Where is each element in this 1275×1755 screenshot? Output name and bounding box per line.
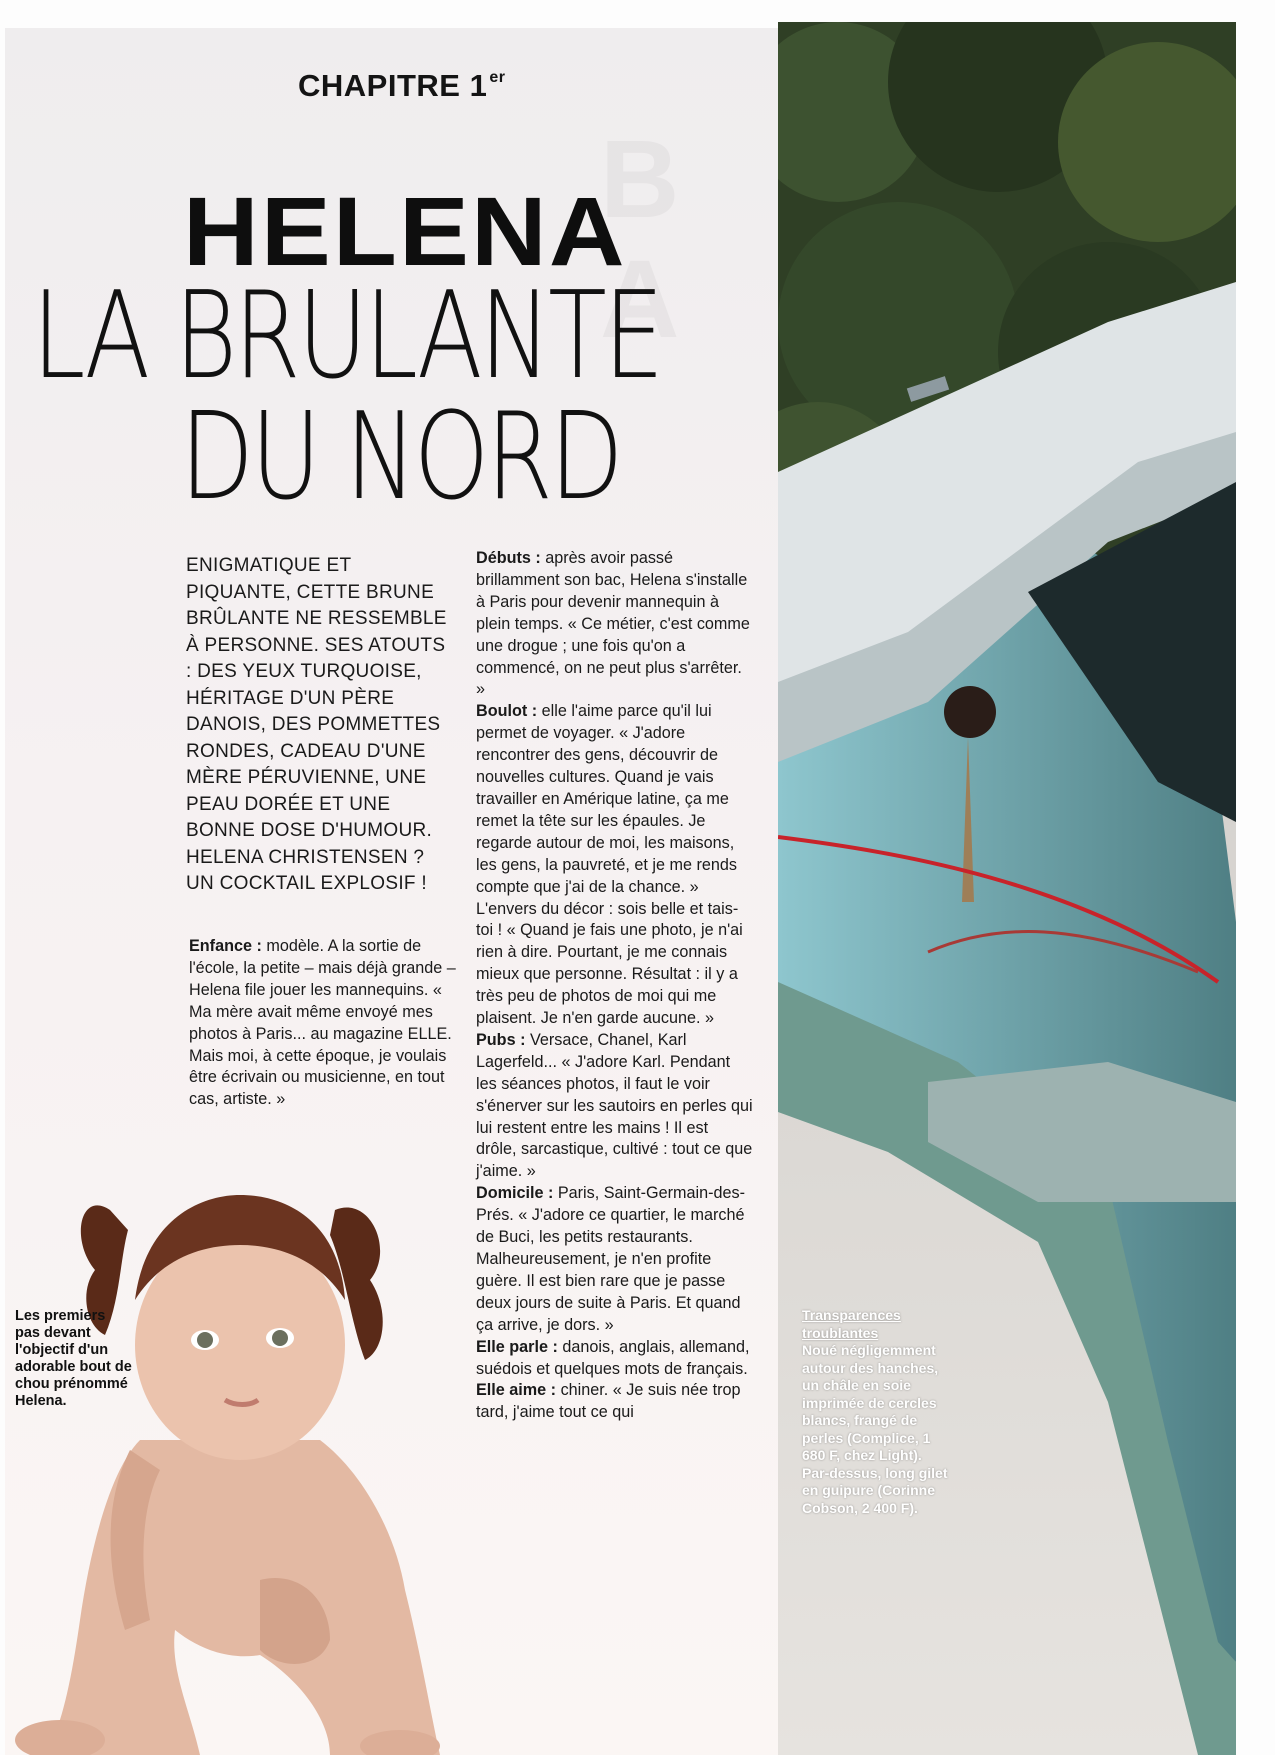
section-debuts xyxy=(476,548,753,701)
chapter-label: CHAPITRE 1 xyxy=(298,68,488,103)
section-label: Pubs : xyxy=(476,1030,526,1049)
section-label: Boulot : xyxy=(476,702,538,721)
section-elle-parle xyxy=(476,1337,753,1381)
boat-caption-text: Noué négligemment autour des hanches, un châle en soie imprimée de cercles blancs, frangé de perles (Complice, 1 680 F, chez Light). Par-dessus, long gilet en guipure (Corinne Cobson, 2 400 F). xyxy=(802,1342,948,1516)
section-label: Domicile : xyxy=(476,1184,554,1203)
section-label: Enfance : xyxy=(189,937,262,955)
baby-caption: Les premiers pas devant l'objectif d'un adorable bout de chou prénommé Helena. xyxy=(15,1308,132,1409)
intro-paragraph: ENIGMATIQUE ET PIQUANTE, CETTE BRUNE BRÛLANTE NE RESSEMBLE À PERSONNE. SES ATOUTS : DES YEUX TURQUOISE, HÉRITAGE D'UN PÈRE DANOIS, DES POMMETTES RONDES, CADEAU D'UNE MÈRE PÉRUVIENNE, UNE PEAU DORÉE ET UNE BONNE DOSE D'HUMOUR. HELENA CHRISTENSEN ? UN COCKTAIL EXPLOSIF ! xyxy=(186,555,447,894)
section-text: après avoir passé brillamment son bac, Helena s'installe à Paris pour devenir mannequin à plein temps. « Ce métier, c'est comme une drogue ; une fois qu'on a commencé, on ne peut plus s'arrêter. » xyxy=(476,549,750,699)
baby-photo xyxy=(0,1150,480,1755)
section-label: Débuts : xyxy=(476,549,541,567)
section-text: Versace, Chanel, Karl Lagerfeld... « J'adore Karl. Pendant les séances photos, il faut le voir s'énerver sur les sautoirs en perles qui lui restent entre les mains ! Il est drôle, sarcastique, cultivé : tout ce que j'aime. » xyxy=(476,1030,753,1181)
section-label: Elle aime : xyxy=(476,1381,557,1400)
title-name: HELENA xyxy=(183,177,627,286)
chapter-superscript: er xyxy=(489,69,506,86)
section-text: danois, anglais, allemand, suédois et quelques mots de français. xyxy=(476,1337,750,1378)
chapter-heading xyxy=(298,68,505,104)
boat-caption xyxy=(802,1307,952,1517)
boat-caption-title: Transparences troublantes xyxy=(802,1307,901,1341)
body-column-right xyxy=(476,548,753,1424)
section-pubs xyxy=(476,1030,753,1183)
section-label: Elle parle : xyxy=(476,1337,558,1356)
title-line-2: DU NORD xyxy=(180,388,621,527)
section-domicile xyxy=(476,1183,753,1336)
section-text: Paris, Saint-Germain-des-Prés. « J'adore ce quartier, le marché de Buci, les petits restaurants. Malheureusement, je n'en profite guère. Il est bien rare que je passe deux jours de suite à Paris. Et quand ça arrive, je dors. » xyxy=(476,1184,745,1334)
section-text: elle l'aime parce qu'il lui permet de voyager. « J'adore rencontrer des gens, découvrir de nouvelles cultures. Quand je vais travailler en Amérique latine, ça me remet la tête sur les épaules. Je regarde autour de moi, les maisons, les gens, la pauvreté, et je me rends compte que j'ai de la chance. » L'envers du décor : sois belle et tais-toi ! « Quand je fais une photo, je n'ai rien à dire. Pourtant, je me connais mieux que personne. Résultat : il y a très peu de photos de moi qui me plaisent. Je n'en garde aucune. » xyxy=(476,702,743,1028)
title-line-1: LA BRULANTE xyxy=(32,267,661,406)
section-elle-aime xyxy=(476,1380,753,1424)
section-text: chiner. « Je suis née trop tard, j'aime tout ce qui xyxy=(476,1381,741,1422)
section-boulot xyxy=(476,701,753,1030)
body-column-left xyxy=(189,936,459,1111)
section-text: modèle. A la sortie de l'école, la petite – mais déjà grande – Helena file jouer les mannequins. « Ma mère avait même envoyé mes photos à Paris... au magazine ELLE. Mais moi, à cette époque, je voulais être écrivain ou musicienne, en tout cas, artiste. » xyxy=(189,937,456,1109)
section-enfance xyxy=(189,936,459,1111)
